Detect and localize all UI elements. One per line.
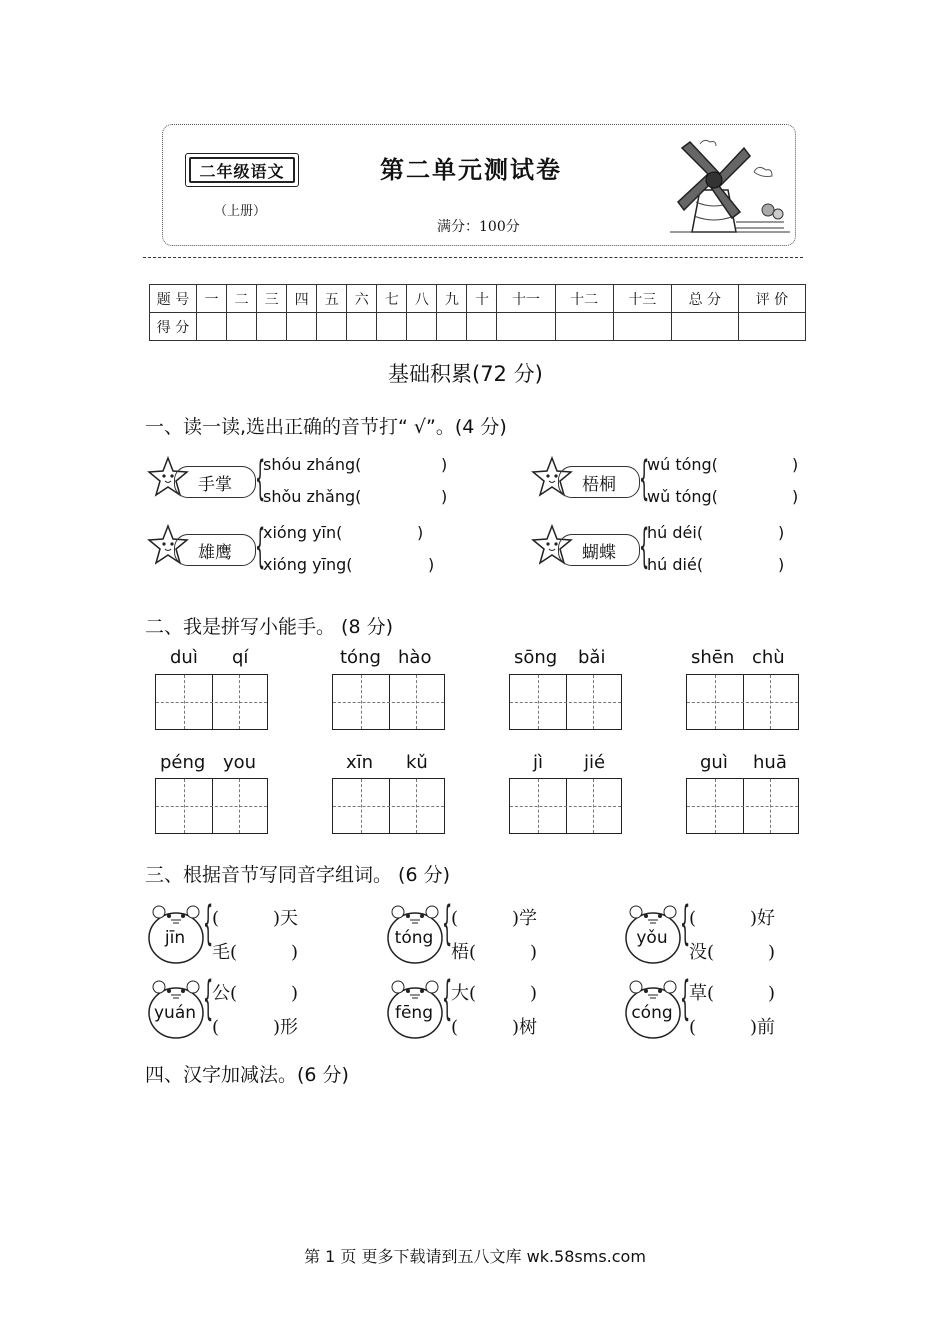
table-header-cell: 十 — [467, 285, 497, 313]
answer-paren[interactable]: ) — [778, 523, 785, 542]
table-header-cell: 一 — [197, 285, 227, 313]
pinyin-syllable: chù — [752, 647, 785, 668]
pinyin-syllable: tóng — [340, 647, 381, 668]
hamster-pinyin: tóng — [394, 928, 434, 948]
pinyin-syllable: duì — [170, 647, 198, 668]
brace: { — [255, 451, 266, 505]
pinyin-syllable: jì — [533, 752, 544, 773]
writing-grid[interactable] — [509, 778, 622, 834]
word-label: 蝴蝶 — [558, 534, 640, 566]
score-cell[interactable] — [613, 313, 671, 341]
table-header-cell: 八 — [407, 285, 437, 313]
pinyin-syllable: kǔ — [406, 752, 428, 773]
word-label: 梧桐 — [558, 466, 640, 498]
section3-heading: 三、根据音节写同音字组词。 (6 分) — [145, 864, 450, 886]
table-header-cell: 十一 — [497, 285, 555, 313]
table-header-cell: 评 价 — [738, 285, 805, 313]
pinyin-syllable: xīn — [346, 752, 374, 773]
grade-badge — [185, 153, 299, 187]
fill-blank-line[interactable]: ( )好 — [689, 908, 776, 929]
table-header-cell: 七 — [377, 285, 407, 313]
brace: { — [639, 519, 650, 573]
score-cell[interactable] — [317, 313, 347, 341]
fill-blank-line[interactable]: 草( ) — [689, 983, 776, 1004]
table-header-cell: 总 分 — [671, 285, 738, 313]
fill-blank-line[interactable]: 毛( ) — [212, 942, 299, 963]
pinyin-option: xióng yīng( — [263, 555, 353, 574]
word-tag — [146, 528, 258, 572]
fill-blank-line[interactable]: 公( ) — [212, 983, 299, 1004]
table-header-cell: 五 — [317, 285, 347, 313]
hamster-pinyin: cóng — [631, 1003, 673, 1023]
pinyin-syllable: qí — [232, 647, 249, 668]
pinyin-syllable: jié — [584, 752, 606, 773]
score-cell[interactable] — [257, 313, 287, 341]
pinyin-syllable: you — [223, 752, 257, 773]
score-cell[interactable] — [467, 313, 497, 341]
table-header-cell: 四 — [287, 285, 317, 313]
pinyin-syllable: sōng — [514, 647, 558, 668]
windmill-illustration — [670, 132, 792, 240]
score-cell[interactable] — [555, 313, 613, 341]
fill-blank-line[interactable]: ( )前 — [689, 1017, 776, 1038]
word-tag — [530, 460, 642, 504]
grade-label: 二年级语文 — [189, 157, 295, 183]
brace: { — [203, 896, 214, 950]
pinyin-option: wǔ tóng( — [647, 487, 718, 506]
pinyin-option: xióng yīn( — [263, 523, 343, 542]
section1-heading: 一、读一读,选出正确的音节打“ √”。(4 分) — [145, 416, 507, 438]
pinyin-syllable: hào — [398, 647, 432, 668]
section2-heading: 二、我是拼写小能手。 (8 分) — [145, 616, 393, 638]
table-header-cell: 六 — [347, 285, 377, 313]
brace: { — [680, 971, 691, 1025]
word-label: 雄鹰 — [174, 534, 256, 566]
brace: { — [255, 519, 266, 573]
volume-label: （上册） — [214, 204, 267, 219]
score-cell[interactable] — [738, 313, 805, 341]
table-row — [150, 285, 806, 313]
score-cell[interactable] — [287, 313, 317, 341]
table-header-cell: 十二 — [555, 285, 613, 313]
table-header-cell: 九 — [437, 285, 467, 313]
pinyin-option: shǒu zhǎng( — [263, 487, 362, 506]
score-cell[interactable] — [197, 313, 227, 341]
word-tag — [530, 528, 642, 572]
answer-paren[interactable]: ) — [778, 555, 785, 574]
table-row — [150, 313, 806, 341]
fill-blank-line[interactable]: 没( ) — [689, 942, 776, 963]
answer-paren[interactable]: ) — [792, 487, 799, 506]
fill-blank-line[interactable]: ( )树 — [451, 1017, 538, 1038]
answer-paren[interactable]: ) — [441, 487, 448, 506]
brace: { — [680, 896, 691, 950]
header-divider — [143, 257, 803, 258]
hamster-pinyin: fēng — [394, 1003, 433, 1023]
pinyin-option: wú tóng( — [647, 455, 718, 474]
writing-grid[interactable] — [686, 778, 799, 834]
writing-grid[interactable] — [686, 674, 799, 730]
section4-heading: 四、汉字加减法。(6 分) — [145, 1064, 349, 1086]
basic-section-title: 基础积累(72 分) — [388, 362, 543, 386]
word-label: 手掌 — [174, 466, 256, 498]
brace: { — [442, 971, 453, 1025]
pinyin-syllable: huā — [753, 752, 787, 773]
answer-paren[interactable]: ) — [441, 455, 448, 474]
score-cell[interactable] — [347, 313, 377, 341]
hamster-pinyin: jīn — [164, 928, 186, 948]
fill-blank-line[interactable]: ( )天 — [212, 908, 299, 929]
hamster-pinyin: yuán — [153, 1003, 197, 1023]
fill-blank-line[interactable]: 梧( ) — [451, 942, 538, 963]
pinyin-syllable: péng — [160, 752, 206, 773]
score-cell[interactable] — [227, 313, 257, 341]
table-row-label: 得 分 — [150, 313, 197, 341]
fill-blank-line[interactable]: ( )形 — [212, 1017, 299, 1038]
score-cell[interactable] — [497, 313, 555, 341]
brace: { — [442, 896, 453, 950]
answer-paren[interactable]: ) — [428, 555, 435, 574]
pinyin-option: shóu zháng( — [263, 455, 362, 474]
page-footer: 第 1 页 更多下载请到五八文库 wk.58sms.com — [304, 1247, 646, 1266]
word-tag — [146, 460, 258, 504]
table-row-label: 题 号 — [150, 285, 197, 313]
score-cell[interactable] — [437, 313, 467, 341]
writing-grid[interactable] — [155, 674, 268, 730]
table-header-cell: 二 — [227, 285, 257, 313]
score-cell[interactable] — [407, 313, 437, 341]
pinyin-syllable: shēn — [691, 647, 735, 668]
brace: { — [203, 971, 214, 1025]
pinyin-option: hú dié( — [647, 555, 704, 574]
score-cell[interactable] — [671, 313, 738, 341]
writing-grid[interactable] — [332, 778, 445, 834]
brace: { — [639, 451, 650, 505]
table-header-cell: 十三 — [613, 285, 671, 313]
pinyin-syllable: guì — [700, 752, 728, 773]
score-table — [149, 284, 806, 341]
writing-grid[interactable] — [155, 778, 268, 834]
fill-blank-line[interactable]: ( )学 — [451, 908, 538, 929]
writing-grid[interactable] — [332, 674, 445, 730]
hamster-pinyin: yǒu — [636, 928, 668, 948]
table-header-cell: 三 — [257, 285, 287, 313]
score-cell[interactable] — [377, 313, 407, 341]
answer-paren[interactable]: ) — [792, 455, 799, 474]
answer-paren[interactable]: ) — [417, 523, 424, 542]
pinyin-syllable: bǎi — [578, 647, 606, 668]
fill-blank-line[interactable]: 大( ) — [451, 983, 538, 1004]
page-title: 第二单元测试卷 — [380, 156, 562, 184]
full-score-label: 满分：100分 — [437, 219, 520, 235]
writing-grid[interactable] — [509, 674, 622, 730]
pinyin-option: hú déi( — [647, 523, 704, 542]
